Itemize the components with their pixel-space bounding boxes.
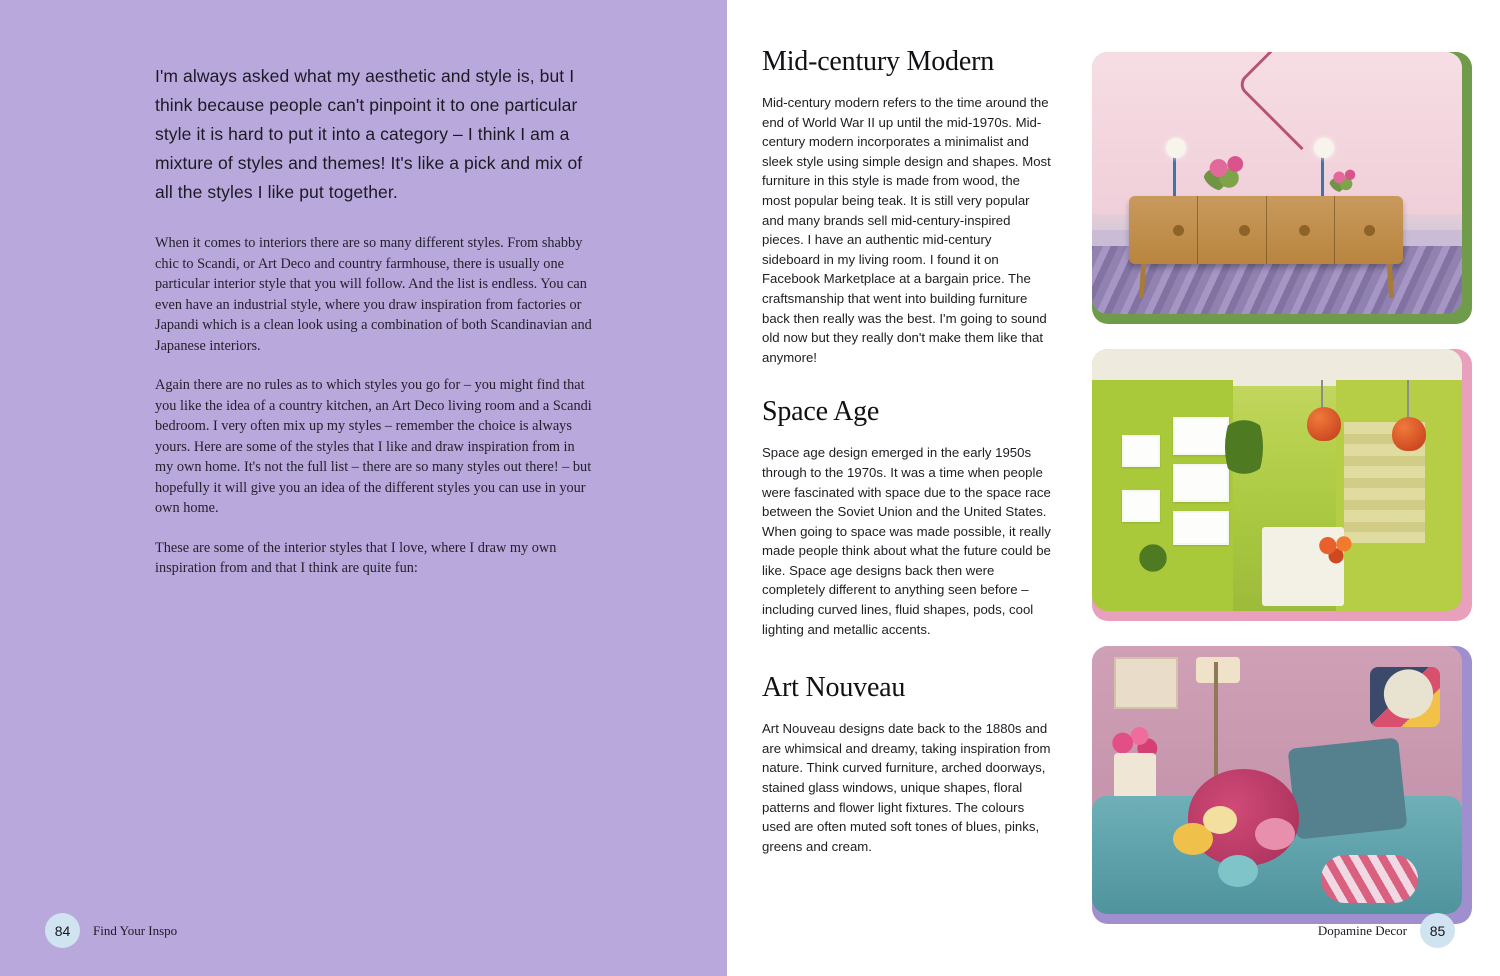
heading-space-age: Space Age — [762, 396, 880, 428]
photo-art-nouveau-image — [1092, 646, 1462, 914]
chapter-label-left: Find Your Inspo — [93, 922, 178, 938]
right-page-text-column — [762, 45, 1052, 882]
photo-art-nouveau — [1092, 646, 1472, 924]
body-paragraph-3: These are some of the interior styles that I love, where I draw my own inspiration from and that I think are quite fun: — [155, 539, 557, 576]
left-page-text-block — [155, 62, 595, 598]
photo-mid-century-modern-image — [1092, 52, 1462, 314]
lead-paragraph: I'm always asked what my aesthetic and style is, but I think because people can't pinpoint it to one particular style it is hard to put it into a category – I think I am a mixture of styles and themes! It's like a pick and mix of all the styles I like put together. — [155, 66, 583, 202]
left-page — [0, 0, 727, 976]
right-page-footer — [1318, 913, 1455, 948]
photo-mid-century-modern — [1092, 52, 1472, 324]
body-paragraph-1: When it comes to interiors there are so many different styles. From shabby chic to Scandi, or Art Deco and country farmhouse, there is usually one particular interior style that you will follow. And the list is endless. You can even have an industrial style, where you draw inspiration from factories or Japandi which is a clean look using a combination of both Scandinavian and Japanese interiors. — [155, 235, 592, 354]
photo-space-age-image — [1092, 349, 1462, 611]
body-paragraph-2: Again there are no rules as to which styles you go for – you might find that you like the idea of a country kitchen, an Art Deco living room and a Scandi bedroom. I very often mix up my styles – remember the choice is always yours. Here are some of the styles that I like and draw inspiration from in my own home. It's not the full list – there are so many styles out there! – but hopefully it will give you an idea of the different styles you can use in your own home. — [155, 377, 592, 516]
page-number-right: 85 — [1420, 913, 1455, 948]
heading-mid-century-modern: Mid-century Modern — [762, 46, 995, 77]
heading-art-nouveau: Art Nouveau — [762, 672, 906, 704]
section-mid-century-modern — [762, 45, 1052, 367]
body-space-age: Space age design emerged in the early 1950s through to the 1970s. It was a time when people were fascinated with space due to the space race between the Soviet Union and the United States. When going to space was made possible, it really made people think about what the future could be like. Space age designs back then were completely different to anything seen before – including curved lines, fluid shapes, pods, cool lighting and metallic accents. — [762, 445, 1051, 637]
photo-space-age — [1092, 349, 1472, 621]
right-page — [727, 0, 1500, 976]
page-number-left: 84 — [45, 913, 80, 948]
section-art-nouveau — [762, 671, 1052, 856]
body-art-nouveau: Art Nouveau designs date back to the 1880s and are whimsical and dreamy, taking inspiration from nature. Think curved furniture, arched doorways, stained glass windows, unique shapes, floral patterns and flower light fixtures. The colours used are often muted soft tones of blues, pinks, greens and cream. — [762, 721, 1051, 854]
chapter-label-right: Dopamine Decor — [1317, 922, 1407, 938]
section-space-age — [762, 395, 1052, 639]
photo-column — [1092, 52, 1472, 949]
left-page-footer — [45, 913, 177, 948]
body-mid-century-modern: Mid-century modern refers to the time around the end of World War II up until the mid-1970s. Mid-century modern incorporates a minimalist and sleek style using simple design and shapes. Most furniture in this style is made from wood, the most popular being teak. It is still very popular and many brands sell mid-century-inspired pieces. I have an authentic mid-century sideboard in my living room. I found it on Facebook Marketplace at a bargain price. The craftsmanship that went into building furniture back then really was the best. I'm going to sound old now but they really don't make them like that anymore! — [762, 95, 1051, 365]
